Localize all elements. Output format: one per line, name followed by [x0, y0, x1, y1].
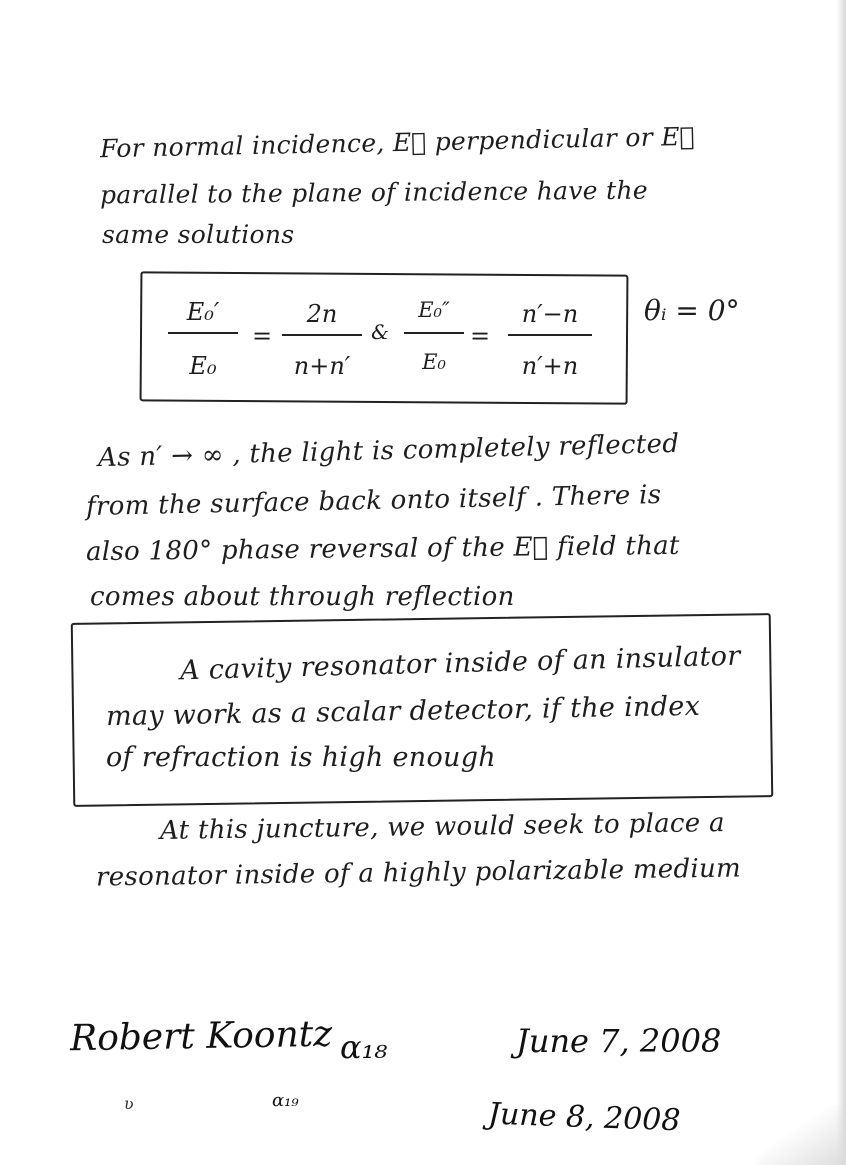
eq-equals-1: = — [251, 322, 273, 350]
eq-lhs2-denominator: E₀ — [422, 350, 446, 374]
paragraph-line-2: from the surface back onto itself . There is — [85, 479, 662, 523]
eq-lhs2-numerator: E₀″ — [418, 298, 450, 322]
eq-rhs1-fraction-bar — [282, 334, 362, 336]
paragraph-line-3: also 180° phase reversal of the E⃗ field that — [85, 530, 680, 568]
eq-rhs2-denominator: n′+n — [521, 352, 579, 380]
paper-edge-shadow — [836, 0, 846, 1165]
intro-line-3: same solutions — [102, 220, 295, 249]
note-line-2: may work as a scalar detector, if the index — [105, 690, 701, 733]
eq-rhs2-numerator: n′−n — [521, 300, 579, 328]
eq-condition: θᵢ = 0° — [644, 294, 740, 327]
eq-lhs1-numerator: E₀′ — [186, 298, 220, 326]
eq-equals-2: = — [469, 322, 491, 350]
eq-and: & — [371, 320, 389, 344]
signature-name: Robert Koontz — [69, 1013, 333, 1060]
paper-corner-shadow — [756, 1105, 846, 1165]
intro-line-2: parallel to the plane of incidence have the — [99, 175, 648, 210]
note-line-1: A cavity resonator inside of an insulator — [179, 640, 741, 687]
eq-lhs2-fraction-bar — [404, 332, 464, 334]
eq-lhs1-fraction-bar — [168, 332, 238, 334]
eq-rhs2-fraction-bar — [508, 334, 592, 336]
closing-line-1: At this juncture, we would seek to place a — [159, 808, 726, 846]
eq-rhs1-denominator: n+n′ — [293, 352, 351, 380]
tick-mark: ʋ — [124, 1094, 134, 1113]
note-line-3: of refraction is high enough — [106, 742, 496, 773]
closing-line-2: resonator inside of a highly polarizable medium — [95, 853, 742, 893]
eq-rhs1-numerator: 2n — [306, 300, 338, 328]
paragraph-line-4: comes about through reflection — [90, 582, 515, 612]
page-mark: α₁₈ — [340, 1028, 388, 1066]
intro-line-1: For normal incidence, E⃗ perpendicular or E⃗ — [99, 121, 696, 164]
signature-date-2: June 8, 2008 — [487, 1096, 682, 1139]
page-mark-2: α₁₉ — [272, 1090, 299, 1111]
signature-date: June 7, 2008 — [516, 1022, 722, 1060]
paragraph-line-1: As n′ → ∞ , the light is completely reflected — [97, 428, 680, 474]
eq-lhs1-denominator: E₀ — [189, 352, 217, 380]
